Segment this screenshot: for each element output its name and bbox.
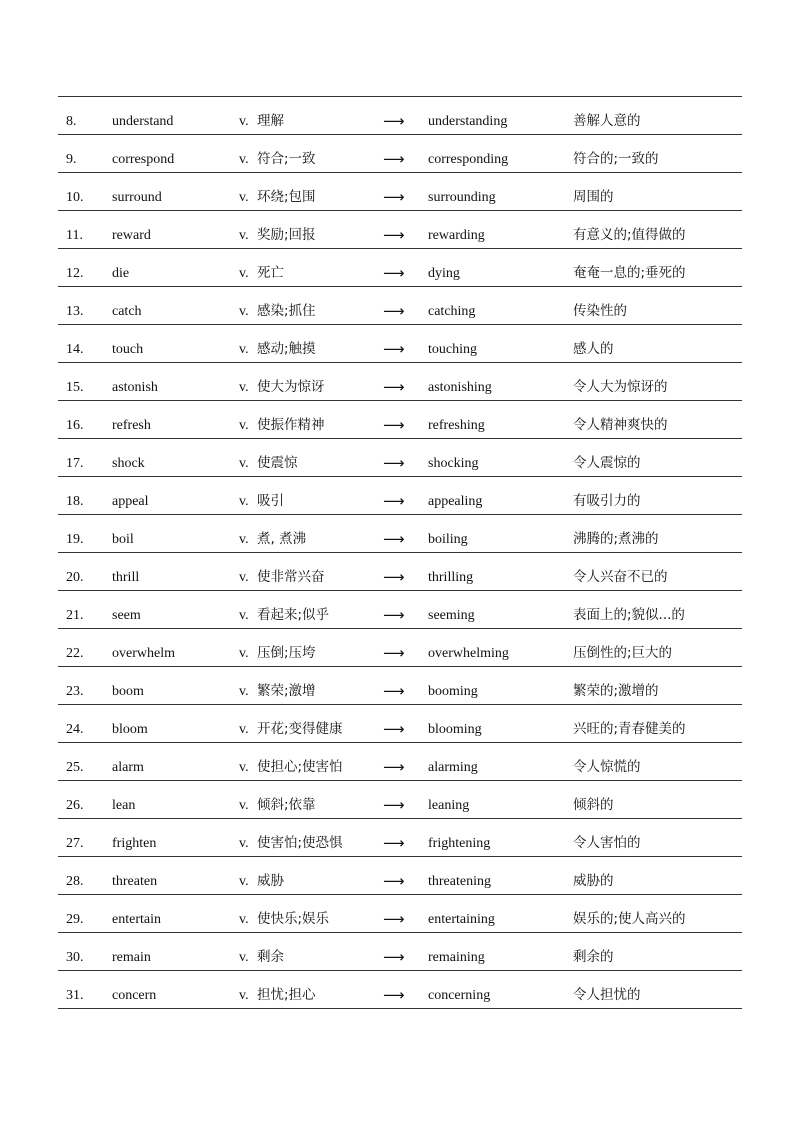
- verb-meaning: 感染;抓住: [257, 303, 316, 319]
- derived-adjective: blooming: [428, 722, 482, 737]
- part-of-speech: v.: [239, 456, 249, 471]
- table-row: [58, 135, 742, 173]
- derived-meaning: 令人害怕的: [573, 835, 641, 851]
- derived-adjective: refreshing: [428, 418, 485, 433]
- derived-adjective: catching: [428, 304, 476, 319]
- verb-word: overwhelm: [112, 646, 175, 661]
- table-row: [58, 933, 742, 971]
- entry-number: 31.: [66, 988, 84, 1003]
- derived-meaning: 剩余的: [573, 949, 614, 965]
- table-row: [58, 781, 742, 819]
- part-of-speech: v.: [239, 190, 249, 205]
- verb-word: seem: [112, 608, 141, 623]
- part-of-speech: v.: [239, 570, 249, 585]
- verb-word: shock: [112, 456, 145, 471]
- entry-number: 23.: [66, 684, 84, 699]
- part-of-speech: v.: [239, 836, 249, 851]
- verb-meaning: 使担心;使害怕: [257, 759, 343, 775]
- entry-number: 16.: [66, 418, 84, 433]
- derived-adjective: corresponding: [428, 152, 509, 167]
- derived-adjective: concerning: [428, 988, 491, 1003]
- verb-meaning: 煮, 煮沸: [257, 531, 307, 547]
- verb-word: alarm: [112, 760, 144, 775]
- verb-meaning: 剩余: [257, 949, 284, 965]
- verb-word: lean: [112, 798, 136, 813]
- derived-adjective: overwhelming: [428, 646, 509, 661]
- part-of-speech: v.: [239, 532, 249, 547]
- table-row: [58, 97, 742, 135]
- verb-meaning: 开花;变得健康: [257, 721, 343, 737]
- arrow-icon: ⟶: [383, 986, 405, 1004]
- derived-adjective: boiling: [428, 532, 468, 547]
- arrow-icon: ⟶: [383, 682, 405, 700]
- entry-number: 30.: [66, 950, 84, 965]
- verb-word: understand: [112, 114, 174, 129]
- entry-number: 14.: [66, 342, 84, 357]
- table-row: [58, 211, 742, 249]
- derived-adjective: threatening: [428, 874, 491, 889]
- verb-word: astonish: [112, 380, 158, 395]
- entry-number: 10.: [66, 190, 84, 205]
- entry-number: 15.: [66, 380, 84, 395]
- entry-number: 27.: [66, 836, 84, 851]
- verb-meaning: 吸引: [257, 493, 284, 509]
- part-of-speech: v.: [239, 266, 249, 281]
- derived-adjective: appealing: [428, 494, 483, 509]
- entry-number: 12.: [66, 266, 84, 281]
- vocabulary-table: [58, 96, 742, 1009]
- verb-word: entertain: [112, 912, 161, 927]
- arrow-icon: ⟶: [383, 150, 405, 168]
- table-row: [58, 439, 742, 477]
- table-row: [58, 325, 742, 363]
- arrow-icon: ⟶: [383, 834, 405, 852]
- arrow-icon: ⟶: [383, 758, 405, 776]
- entry-number: 18.: [66, 494, 84, 509]
- table-row: [58, 971, 742, 1009]
- arrow-icon: ⟶: [383, 454, 405, 472]
- table-row: [58, 705, 742, 743]
- verb-word: correspond: [112, 152, 175, 167]
- table-row: [58, 743, 742, 781]
- verb-word: remain: [112, 950, 151, 965]
- derived-meaning: 繁荣的;激增的: [573, 683, 659, 699]
- derived-meaning: 有吸引力的: [573, 493, 641, 509]
- arrow-icon: ⟶: [383, 378, 405, 396]
- derived-meaning: 兴旺的;青春健美的: [573, 721, 686, 737]
- arrow-icon: ⟶: [383, 492, 405, 510]
- table-row: [58, 857, 742, 895]
- entry-number: 21.: [66, 608, 84, 623]
- verb-word: thrill: [112, 570, 140, 585]
- part-of-speech: v.: [239, 798, 249, 813]
- verb-meaning: 死亡: [257, 265, 284, 281]
- table-row: [58, 629, 742, 667]
- arrow-icon: ⟶: [383, 644, 405, 662]
- verb-meaning: 感动;触摸: [257, 341, 316, 357]
- derived-adjective: surrounding: [428, 190, 496, 205]
- derived-meaning: 威胁的: [573, 873, 614, 889]
- entry-number: 24.: [66, 722, 84, 737]
- verb-word: threaten: [112, 874, 158, 889]
- verb-word: catch: [112, 304, 142, 319]
- entry-number: 11.: [66, 228, 83, 243]
- table-row: [58, 173, 742, 211]
- verb-word: touch: [112, 342, 144, 357]
- part-of-speech: v.: [239, 912, 249, 927]
- derived-adjective: dying: [428, 266, 460, 281]
- verb-meaning: 担忧;担心: [257, 987, 316, 1003]
- verb-word: reward: [112, 228, 151, 243]
- part-of-speech: v.: [239, 684, 249, 699]
- part-of-speech: v.: [239, 874, 249, 889]
- verb-word: boil: [112, 532, 134, 547]
- derived-adjective: booming: [428, 684, 478, 699]
- verb-meaning: 威胁: [257, 873, 284, 889]
- derived-meaning: 令人震惊的: [573, 455, 641, 471]
- verb-word: frighten: [112, 836, 157, 851]
- arrow-icon: ⟶: [383, 948, 405, 966]
- derived-meaning: 倾斜的: [573, 797, 614, 813]
- derived-meaning: 周围的: [573, 189, 614, 205]
- part-of-speech: v.: [239, 380, 249, 395]
- entry-number: 20.: [66, 570, 84, 585]
- part-of-speech: v.: [239, 152, 249, 167]
- derived-meaning: 有意义的;值得做的: [573, 227, 686, 243]
- derived-meaning: 令人大为惊讶的: [573, 379, 668, 395]
- verb-meaning: 符合;一致: [257, 151, 316, 167]
- part-of-speech: v.: [239, 608, 249, 623]
- derived-meaning: 感人的: [573, 341, 614, 357]
- entry-number: 22.: [66, 646, 84, 661]
- derived-meaning: 令人惊慌的: [573, 759, 641, 775]
- verb-meaning: 看起来;似乎: [257, 607, 330, 623]
- verb-word: bloom: [112, 722, 148, 737]
- table-row: [58, 363, 742, 401]
- part-of-speech: v.: [239, 342, 249, 357]
- verb-word: refresh: [112, 418, 151, 433]
- derived-meaning: 表面上的;貌似...的: [573, 607, 685, 623]
- entry-number: 28.: [66, 874, 84, 889]
- arrow-icon: ⟶: [383, 530, 405, 548]
- arrow-icon: ⟶: [383, 720, 405, 738]
- verb-word: appeal: [112, 494, 149, 509]
- derived-meaning: 压倒性的;巨大的: [573, 645, 673, 661]
- derived-adjective: frightening: [428, 836, 491, 851]
- arrow-icon: ⟶: [383, 340, 405, 358]
- part-of-speech: v.: [239, 228, 249, 243]
- table-row: [58, 553, 742, 591]
- derived-adjective: shocking: [428, 456, 479, 471]
- derived-meaning: 令人兴奋不已的: [573, 569, 668, 585]
- derived-meaning: 令人精神爽快的: [573, 417, 668, 433]
- derived-adjective: alarming: [428, 760, 478, 775]
- table-row: [58, 401, 742, 439]
- table-row: [58, 819, 742, 857]
- table-row: [58, 477, 742, 515]
- part-of-speech: v.: [239, 760, 249, 775]
- verb-meaning: 繁荣;激增: [257, 683, 316, 699]
- derived-meaning: 沸腾的;煮沸的: [573, 531, 659, 547]
- part-of-speech: v.: [239, 988, 249, 1003]
- part-of-speech: v.: [239, 418, 249, 433]
- entry-number: 29.: [66, 912, 84, 927]
- arrow-icon: ⟶: [383, 302, 405, 320]
- derived-adjective: entertaining: [428, 912, 495, 927]
- verb-meaning: 奖励;回报: [257, 227, 316, 243]
- derived-adjective: seeming: [428, 608, 475, 623]
- derived-meaning: 奄奄一息的;垂死的: [573, 265, 686, 281]
- entry-number: 19.: [66, 532, 84, 547]
- table-row: [58, 287, 742, 325]
- table-row: [58, 249, 742, 287]
- arrow-icon: ⟶: [383, 568, 405, 586]
- table-row: [58, 667, 742, 705]
- arrow-icon: ⟶: [383, 264, 405, 282]
- derived-meaning: 娱乐的;使人高兴的: [573, 911, 686, 927]
- derived-adjective: leaning: [428, 798, 470, 813]
- table-row: [58, 591, 742, 629]
- derived-meaning: 传染性的: [573, 303, 627, 319]
- arrow-icon: ⟶: [383, 796, 405, 814]
- derived-adjective: remaining: [428, 950, 485, 965]
- arrow-icon: ⟶: [383, 188, 405, 206]
- verb-meaning: 压倒;压垮: [257, 645, 316, 661]
- entry-number: 25.: [66, 760, 84, 775]
- entry-number: 17.: [66, 456, 84, 471]
- part-of-speech: v.: [239, 950, 249, 965]
- verb-meaning: 理解: [257, 113, 284, 129]
- table-row: [58, 895, 742, 933]
- part-of-speech: v.: [239, 646, 249, 661]
- derived-meaning: 善解人意的: [573, 113, 641, 129]
- arrow-icon: ⟶: [383, 872, 405, 890]
- part-of-speech: v.: [239, 722, 249, 737]
- derived-adjective: rewarding: [428, 228, 485, 243]
- arrow-icon: ⟶: [383, 606, 405, 624]
- entry-number: 13.: [66, 304, 84, 319]
- derived-adjective: astonishing: [428, 380, 492, 395]
- derived-adjective: understanding: [428, 114, 508, 129]
- verb-meaning: 使非常兴奋: [257, 569, 325, 585]
- verb-meaning: 使快乐;娱乐: [257, 911, 330, 927]
- part-of-speech: v.: [239, 304, 249, 319]
- part-of-speech: v.: [239, 114, 249, 129]
- arrow-icon: ⟶: [383, 416, 405, 434]
- part-of-speech: v.: [239, 494, 249, 509]
- verb-meaning: 使害怕;使恐惧: [257, 835, 343, 851]
- verb-word: surround: [112, 190, 162, 205]
- verb-word: die: [112, 266, 130, 281]
- verb-meaning: 环绕;包围: [257, 189, 316, 205]
- arrow-icon: ⟶: [383, 910, 405, 928]
- entry-number: 26.: [66, 798, 84, 813]
- verb-word: concern: [112, 988, 157, 1003]
- entry-number: 8.: [66, 114, 77, 129]
- arrow-icon: ⟶: [383, 112, 405, 130]
- derived-meaning: 符合的;一致的: [573, 151, 659, 167]
- table-row: [58, 515, 742, 553]
- derived-meaning: 令人担忧的: [573, 987, 641, 1003]
- arrow-icon: ⟶: [383, 226, 405, 244]
- entry-number: 9.: [66, 152, 77, 167]
- verb-word: boom: [112, 684, 144, 699]
- derived-adjective: touching: [428, 342, 477, 357]
- verb-meaning: 使震惊: [257, 455, 298, 471]
- verb-meaning: 使大为惊讶: [257, 379, 325, 395]
- verb-meaning: 使振作精神: [257, 417, 325, 433]
- verb-meaning: 倾斜;依靠: [257, 797, 316, 813]
- derived-adjective: thrilling: [428, 570, 474, 585]
